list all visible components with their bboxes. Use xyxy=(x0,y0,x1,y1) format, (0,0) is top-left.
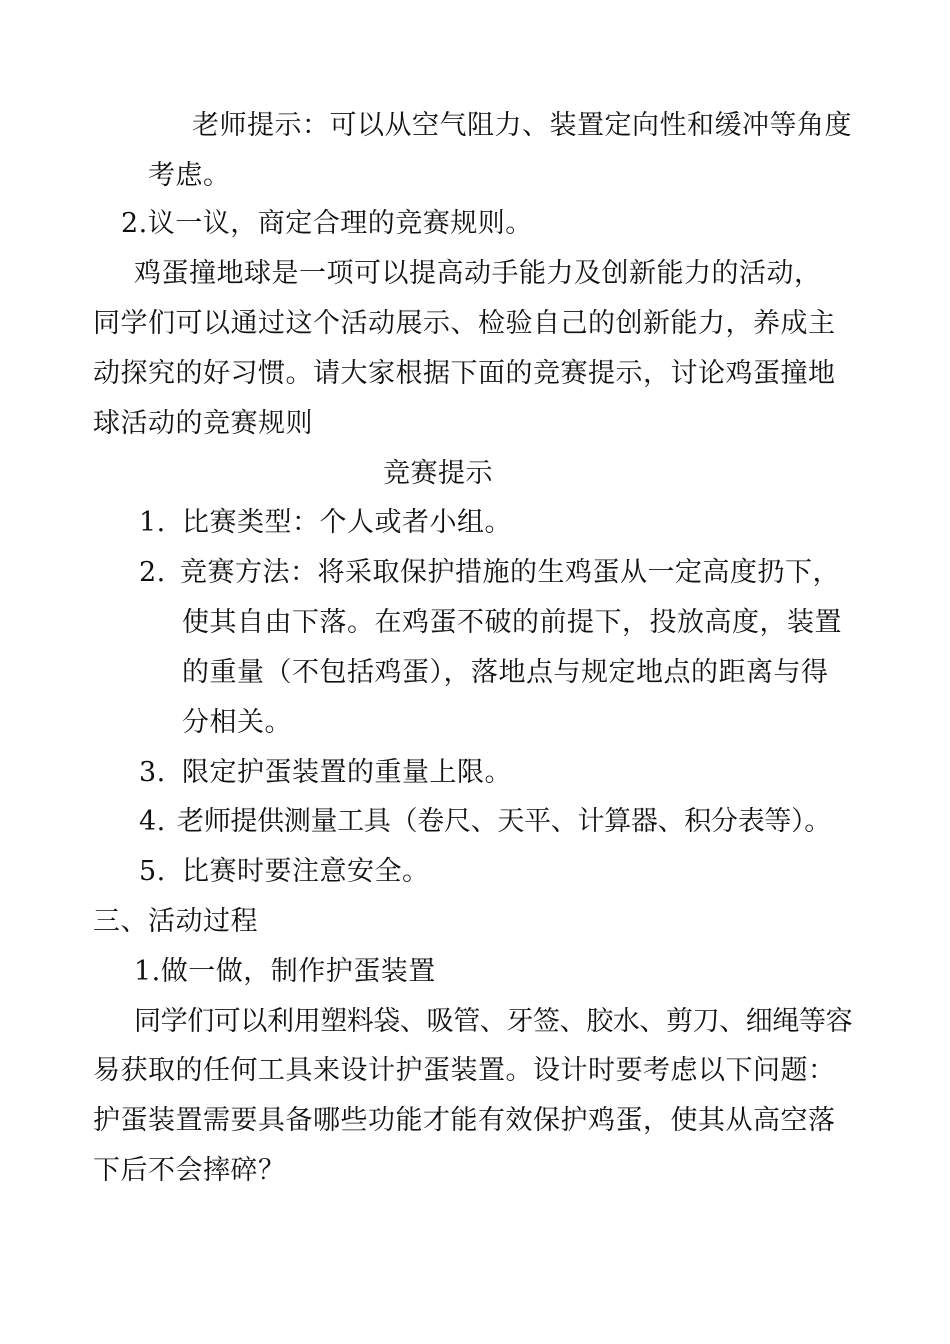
tip-2-text-line-4: 分相关。 xyxy=(182,707,292,738)
intro-paragraph-line-3: 动探究的好习惯。请大家根据下面的竞赛提示，讨论鸡蛋撞地 xyxy=(93,358,836,389)
intro-paragraph-line-1: 鸡蛋撞地球是一项可以提高动手能力及创新能力的活动， xyxy=(134,258,822,289)
tip-1-text: 比赛类型：个人或者小组。 xyxy=(182,507,512,538)
section-3-heading: 三、活动过程 xyxy=(93,906,258,937)
teacher-hint-line-2: 考虑。 xyxy=(148,160,231,191)
section-2-heading: 2.议一议，商定合理的竞赛规则。 xyxy=(121,208,533,239)
tip-4-text: 老师提供测量工具（卷尺、天平、计算器、积分表等）。 xyxy=(177,806,831,837)
tip-4-number: 4. xyxy=(139,806,166,837)
intro-paragraph-line-4: 球活动的竞赛规则 xyxy=(93,408,313,439)
competition-tips-title: 竞赛提示 xyxy=(383,458,493,489)
tip-2-number: 2. xyxy=(139,557,166,588)
tip-5-number: 5. xyxy=(139,856,166,887)
tip-2-text-line-3: 的重量（不包括鸡蛋），落地点与规定地点的距离与得 xyxy=(182,657,829,688)
tip-2-text-line-1: 竞赛方法：将采取保护措施的生鸡蛋从一定高度扔下， xyxy=(180,557,840,588)
final-paragraph-line-1: 同学们可以利用塑料袋、吸管、牙签、胶水、剪刀、细绳等容 xyxy=(134,1006,853,1037)
intro-paragraph-line-2: 同学们可以通过这个活动展示、检验自己的创新能力，养成主 xyxy=(93,308,836,339)
subsection-1-heading: 1.做一做，制作护蛋装置 xyxy=(134,956,436,987)
tip-2-text-line-2: 使其自由下落。在鸡蛋不破的前提下，投放高度，装置 xyxy=(182,607,842,638)
final-paragraph-line-4: 下后不会摔碎？ xyxy=(93,1155,286,1186)
tip-3-text: 限定护蛋装置的重量上限。 xyxy=(182,757,512,788)
final-paragraph-line-2: 易获取的任何工具来设计护蛋装置。设计时要考虑以下问题： xyxy=(93,1055,836,1086)
teacher-hint-line-1: 老师提示：可以从空气阻力、装置定向性和缓冲等角度 xyxy=(192,110,852,141)
final-paragraph-line-3: 护蛋装置需要具备哪些功能才能有效保护鸡蛋，使其从高空落 xyxy=(93,1105,836,1136)
tip-3-number: 3. xyxy=(139,757,166,788)
tip-5-text: 比赛时要注意安全。 xyxy=(182,856,430,887)
tip-1-number: 1. xyxy=(139,507,166,538)
